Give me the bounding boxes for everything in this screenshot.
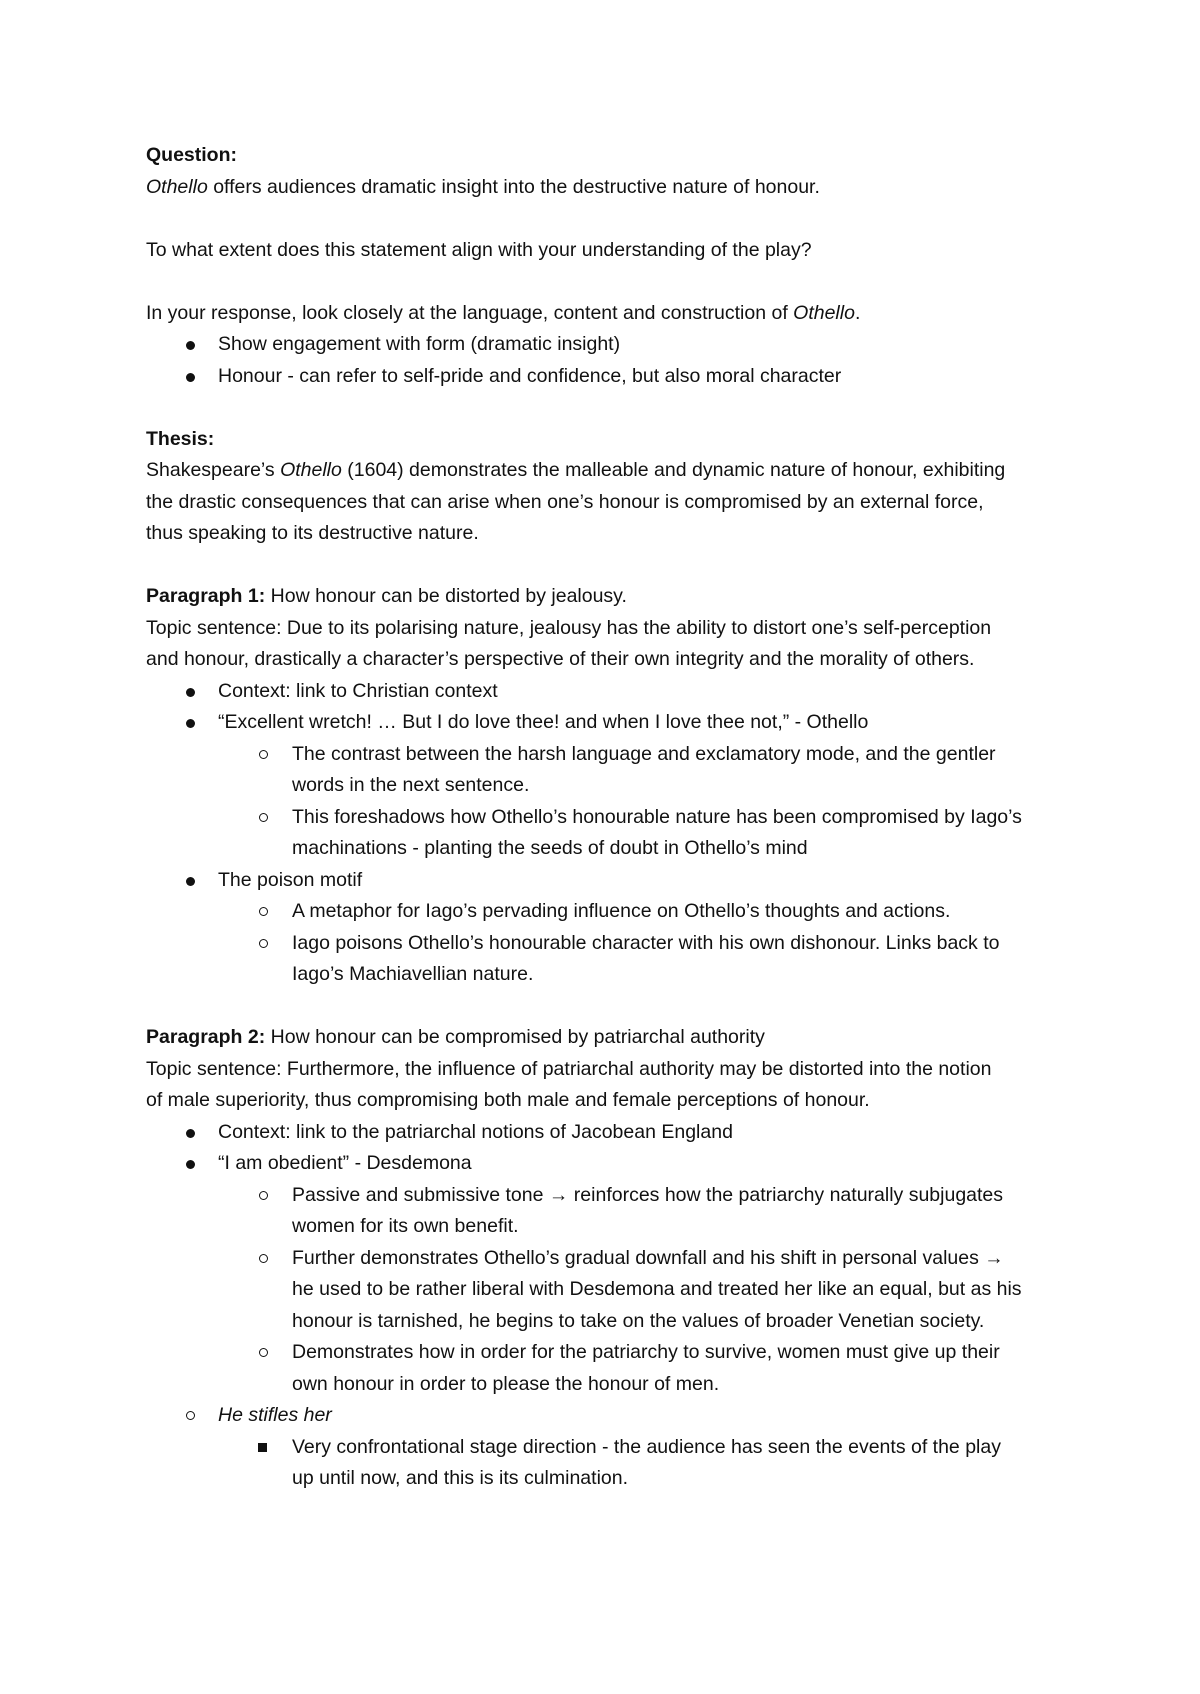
sub-list-item: Demonstrates how in order for the patriarchy to survive, women must give up their [146, 1337, 1066, 1369]
sub-list-item-cont: women for its own benefit. [292, 1215, 519, 1237]
circle-bullet-icon [259, 1191, 268, 1200]
sub-list-item: Very confrontational stage direction - the audience has seen the events of the play [146, 1432, 1066, 1464]
sub-list-item: Iago poisons Othello’s honourable character with his own dishonour. Links back to [146, 928, 1066, 960]
thesis-heading: Thesis: [146, 427, 215, 450]
circle-bullet-icon [259, 1348, 268, 1357]
list-item: Show engagement with form (dramatic insight) [146, 329, 1066, 361]
list-item: He stifles her [146, 1400, 1066, 1432]
sub-list-item: The contrast between the harsh language and exclamatory mode, and the gentler [146, 739, 1066, 771]
bullet-icon [186, 1129, 195, 1138]
list-item: Context: link to Christian context [146, 676, 1066, 708]
sub-list-item: A metaphor for Iago’s pervading influence on Othello’s thoughts and actions. [146, 896, 1066, 928]
paragraph2-heading: Paragraph 2: How honour can be compromised by patriarchal authority [146, 1026, 765, 1048]
play-title: Othello [793, 301, 855, 324]
circle-bullet-icon [186, 1411, 195, 1420]
sub-list-item: Further demonstrates Othello’s gradual downfall and his shift in personal values → [146, 1243, 1066, 1275]
thesis-line: Shakespeare’s Othello (1604) demonstrates the malleable and dynamic nature of honour, exhibiting [146, 459, 1006, 481]
circle-bullet-icon [259, 813, 268, 822]
sub-list-item-cont: own honour in order to please the honour of men. [292, 1372, 720, 1395]
bullet-icon [186, 341, 195, 350]
question-statement [146, 172, 1066, 204]
circle-bullet-icon [259, 750, 268, 759]
circle-bullet-icon [259, 939, 268, 948]
bullet-icon [186, 688, 195, 697]
bullet-icon [186, 1160, 195, 1169]
circle-bullet-icon [259, 907, 268, 916]
play-title: Othello [146, 175, 208, 198]
list-item: “Excellent wretch! … But I do love thee! and when I love thee not,” - Othello [146, 707, 1066, 739]
thesis-line: the drastic consequences that can arise when one’s honour is compromised by an external force, [146, 490, 984, 513]
question-instruction [146, 298, 1066, 330]
sub-list-item-cont: machinations - planting the seeds of doubt in Othello’s mind [292, 837, 808, 859]
list-item: Context: link to the patriarchal notions of Jacobean England [146, 1117, 1066, 1149]
document-page [146, 140, 1066, 1495]
instruction-text: In your response, look closely at the language, content and construction of [146, 301, 794, 324]
sub-list-item-cont: honour is tarnished, he begins to take on the values of broader Venetian society. [292, 1309, 985, 1332]
topic-sentence: and honour, drastically a character’s perspective of their own integrity and the morality of others. [146, 648, 975, 670]
bullet-icon [186, 877, 195, 886]
paragraph1-heading: Paragraph 1: How honour can be distorted by jealousy. [146, 585, 627, 607]
bullet-icon [186, 373, 195, 382]
topic-sentence: Topic sentence: Furthermore, the influence of patriarchal authority may be distorted into the notion [146, 1057, 992, 1080]
bullet-icon [186, 719, 195, 728]
play-title: Othello [280, 459, 342, 481]
question-prompt: To what extent does this statement align with your understanding of the play? [146, 238, 812, 261]
sub-list-item-cont: he used to be rather liberal with Desdemona and treated her like an equal, but as his [292, 1278, 1022, 1300]
topic-sentence: Topic sentence: Due to its polarising nature, jealousy has the ability to distort one’s self-perception [146, 616, 992, 639]
list-item: Honour - can refer to self-pride and confidence, but also moral character [146, 361, 1066, 393]
sub-list-item-cont: up until now, and this is its culmination. [292, 1467, 629, 1489]
question-heading: Question: [146, 144, 237, 166]
sub-list-item: This foreshadows how Othello’s honourable nature has been compromised by Iago’s [146, 802, 1066, 834]
list-item: The poison motif [146, 865, 1066, 897]
topic-sentence: of male superiority, thus compromising both male and female perceptions of honour. [146, 1089, 870, 1111]
thesis-line: thus speaking to its destructive nature. [146, 522, 479, 544]
sub-list-item-cont: words in the next sentence. [292, 774, 530, 796]
square-bullet-icon [258, 1443, 267, 1452]
circle-bullet-icon [259, 1254, 268, 1263]
list-item: “I am obedient” - Desdemona [146, 1148, 1066, 1180]
sub-list-item: Passive and submissive tone → reinforces how the patriarchy naturally subjugates [146, 1180, 1066, 1212]
sub-list-item-cont: Iago’s Machiavellian nature. [292, 963, 534, 985]
instruction-end: . [854, 301, 861, 324]
statement-text: offers audiences dramatic insight into the destructive nature of honour. [207, 175, 820, 198]
